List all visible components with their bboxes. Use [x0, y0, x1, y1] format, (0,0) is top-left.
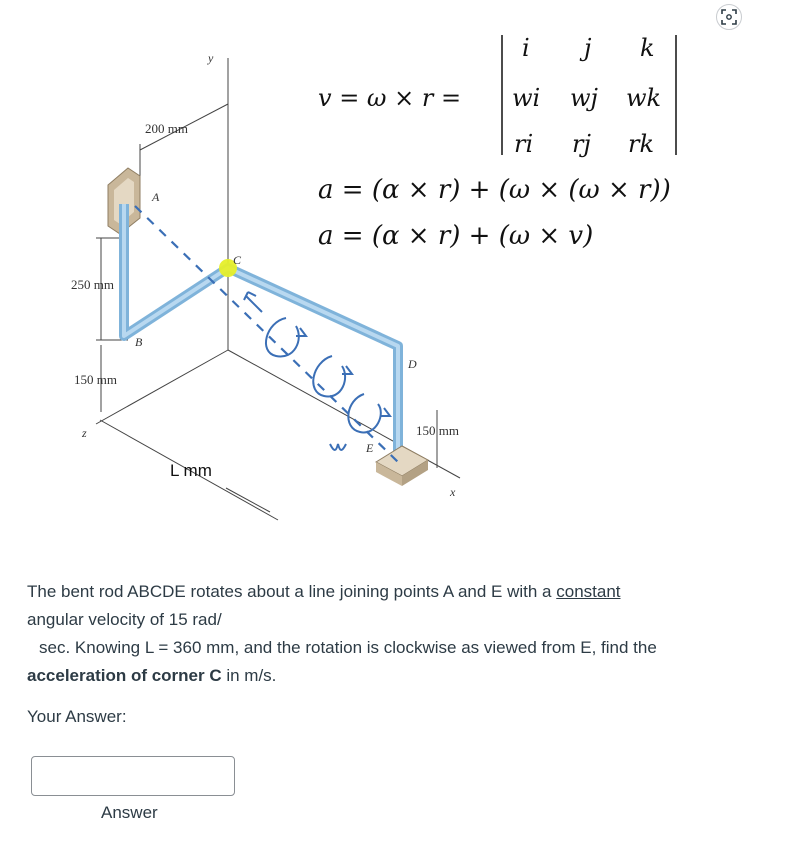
dim-250mm: 250 mm: [71, 277, 114, 292]
det-rk: rk: [628, 130, 655, 158]
det-wj: wj: [570, 84, 598, 112]
support-E: [376, 446, 428, 486]
det-rj: rj: [572, 130, 591, 158]
acceleration-equation-2: a = (α × r) + (ω × v): [318, 221, 594, 251]
problem-text-2: angular velocity of 15 rad/: [27, 610, 222, 629]
answer-input[interactable]: [31, 756, 235, 796]
point-E-label: E: [366, 441, 374, 455]
velocity-equation-lhs: v = ω × r =: [318, 84, 462, 112]
axis-z-label: z: [82, 426, 87, 440]
dim-200mm: 200 mm: [145, 121, 188, 136]
det-j: j: [584, 34, 592, 62]
axis-y-label: y: [208, 51, 214, 65]
det-wk: wk: [626, 84, 662, 112]
acceleration-equation-1: a = (α × r) + (ω × (ω × r)): [318, 175, 671, 205]
point-B-label: B: [135, 335, 143, 349]
det-ri: ri: [514, 130, 534, 158]
axis-x-label: x: [450, 485, 456, 499]
det-wi: wi: [512, 84, 541, 112]
problem-text-3: sec. Knowing L = 360 mm, and the rotation is clockwise as viewed from E, find the: [39, 638, 657, 657]
point-C-label: C: [233, 253, 242, 267]
your-answer-label: Your Answer:: [27, 707, 127, 726]
dim-150mm-left: 150 mm: [74, 372, 117, 387]
z-axis: [96, 350, 228, 424]
problem-text-4: in m/s.: [221, 666, 277, 685]
problem-underlined: constant: [556, 582, 621, 601]
dim-L: L mm: [170, 461, 212, 480]
problem-statement: [27, 578, 767, 690]
point-A-label: A: [152, 190, 160, 204]
problem-text-1: The bent rod ABCDE rotates about a line joining points A and E with a: [27, 582, 557, 601]
point-D-label: D: [408, 357, 417, 371]
det-i: i: [522, 34, 530, 62]
dim-150mm-right: 150 mm: [416, 423, 459, 438]
problem-bold: acceleration of corner C: [27, 666, 222, 685]
equations: [318, 34, 676, 251]
answer-caption: Answer: [101, 803, 158, 822]
det-k: k: [640, 34, 655, 62]
